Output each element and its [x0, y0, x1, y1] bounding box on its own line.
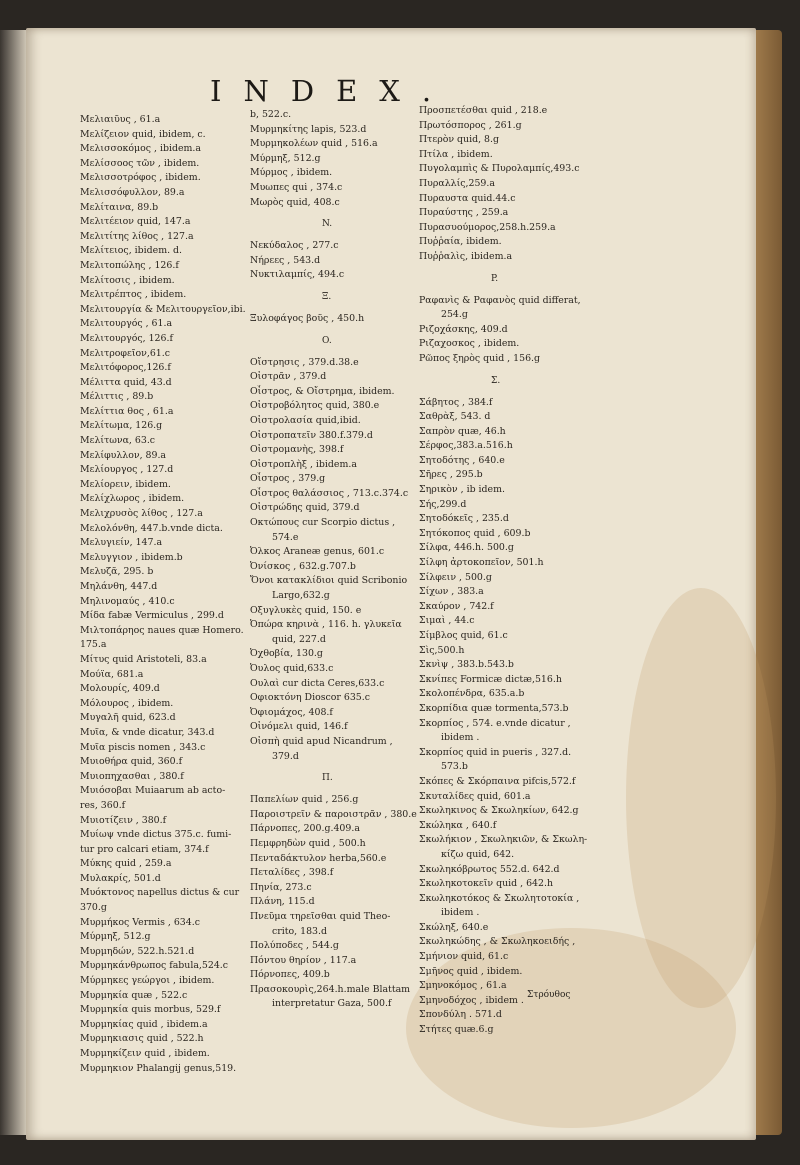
index-entry: Μυρμήκος Vermis , 634.c [80, 916, 200, 928]
index-entry: Μελίζειον quid, ibidem, c. [80, 128, 206, 140]
index-entry: Μελίτειος, ibidem. d. [80, 245, 183, 257]
index-entry: Οφιοκτόνη Dioscor 635.c [250, 692, 371, 704]
index-entry: Μελιτίτης λίθος , 127.a [80, 230, 194, 242]
index-entry: Μέλιττις , 89.b [80, 391, 154, 403]
index-entry: Πολύποδες , 544.g [250, 940, 339, 952]
index-entry: Οἰνόμελι quid, 146.f [250, 721, 348, 733]
index-entry: Μελολόνθη, 447.b.vnde dicta. [80, 522, 223, 534]
index-entry: Στήτες quæ.6.g [419, 1024, 494, 1036]
index-entry: Μελιτέειον quid, 147.a [80, 216, 191, 228]
index-entry: Μελίουργος , 127.d [80, 464, 174, 476]
index-entry: Μυιόσοβαι Muiaarum ab acto- [80, 785, 226, 797]
index-entry: Μελιτρέπτος , ibidem. [80, 289, 187, 301]
index-entry: Μυρμηκία quis morbus, 529.f [80, 1004, 221, 1016]
index-entry: Οἰστρολασία quid,ibid. [250, 414, 361, 426]
section-letter: Ξ. [322, 291, 332, 302]
index-entry: Μιλτοπάρηος naues quæ Homero. [80, 624, 244, 636]
index-entry: Μελίχλωρος , ibidem. [80, 493, 185, 505]
index-entry: Σκώληκα , 640.f [419, 819, 497, 831]
index-entry: Σητοδότης , 640.e [419, 454, 505, 466]
index-entry: Νυκτιλαμπίς, 494.c [250, 269, 345, 281]
left-page-edge [0, 30, 28, 1135]
index-entry: Ουλαὶ cur dicta Ceres,633.c [250, 677, 385, 689]
index-entry: crito, 183.d [272, 925, 327, 937]
index-entry: Μυρμηδών, 522.h.521.d [80, 945, 195, 957]
index-entry: Σκνὶψ , 383.b.543.b [419, 659, 514, 671]
index-entry: Σκορπίδια quæ tormenta,573.b [419, 702, 569, 714]
index-entry: Σκόπες & Σκόρπαινα pifcis,572.f [419, 775, 576, 787]
index-entry: Μελιχρυσὸς λίθος , 127.a [80, 508, 203, 520]
index-entry: Πεταλίδες , 398.f [250, 867, 334, 879]
index-entry: Μυρμηκολέων quid , 516.a [250, 138, 378, 150]
section-letter: Σ. [491, 375, 501, 386]
index-entry: Πενταδάκτυλον herba,560.e [250, 852, 387, 864]
index-entry: Σκωληκώδης , & Σκωληκοειδής , [419, 936, 576, 948]
index-entry: Μυρμηκία quæ , 522.c [80, 989, 188, 1001]
index-entry: Πυραυστα quid.44.c [419, 192, 516, 204]
index-entry: Πυραύστης , 259.a [419, 207, 509, 219]
index-entry: Πυραλλίς,259.a [419, 177, 495, 189]
index-entry: Οἰστροβόλητος quid, 380.e [250, 400, 380, 412]
index-entry: Πυῤῥαλὶς, ibidem.a [419, 250, 513, 262]
index-entry: Σκώληξ, 640.e [419, 921, 489, 933]
index-entry: Σής,299.d [419, 498, 467, 510]
index-entry: Μελιτόφορος,126.f [80, 362, 171, 374]
index-entry: Ρῶπος ξηρὸς quid , 156.g [419, 352, 541, 364]
index-entry: Μελίτωνα, 63.c [80, 435, 156, 447]
index-entry: ibidem . [441, 907, 480, 919]
index-entry: Μέλιττα quid, 43.d [80, 376, 172, 388]
index-entry: Μελίορειν, ibidem. [80, 478, 171, 490]
index-entry: Σκωληκοτόκος & Σκωλητοτοκία , [419, 892, 580, 904]
index-entry: 574.e [272, 531, 299, 543]
section-letter: P. [491, 273, 499, 284]
index-entry: Μηλάνθη, 447.d [80, 581, 158, 592]
index-entry: Μυιοτίζειν , 380.f [80, 814, 167, 826]
index-entry: Παπελίων quid , 256.g [250, 794, 359, 806]
index-entry: Μελιτροφεῖον,61.c [80, 347, 170, 359]
index-entry: 573.b [441, 761, 468, 773]
index-entry: 370.g [80, 902, 107, 914]
index-entry: Μυῖα piscis nomen , 343.c [80, 741, 206, 753]
index-entry: Προσπετέσθαι quid , 218.e [419, 105, 548, 116]
index-entry: Πνεῦμα τηρεῖσθαι quid Theo- [250, 910, 391, 922]
index-column-3 [419, 104, 587, 1038]
index-entry: Μελιτουργός, 126.f [80, 332, 173, 344]
index-entry: Μελισσοτρόφος , ibidem. [80, 172, 201, 184]
index-entry: Οἰστρομανὴς, 398.f [250, 444, 344, 456]
index-entry: Μελυζᾶ, 295. b [80, 566, 154, 578]
index-entry: Παροιστρεῖν & παροιστρᾶν , 380.e [250, 808, 417, 820]
index-entry: Σὶς,500.h [419, 644, 465, 656]
index-entry: Πηνία, 273.c [250, 881, 312, 893]
index-entry: Πάρνοπες, 200.g.409.a [250, 823, 360, 835]
index-entry: Οἰστροπλὴξ , ibidem.a [250, 458, 357, 470]
index-entry: Μυιοπηχασθαι , 380.f [80, 770, 184, 782]
index-entry: Μυγαλῆ quid, 623.d [80, 712, 176, 724]
section-letter: O. [322, 335, 332, 346]
index-entry: Πυρασυούμορος,258.h.259.a [419, 221, 556, 233]
catchword: Στρόυθος [527, 990, 571, 1000]
index-entry: 379.d [272, 750, 299, 762]
index-entry: res, 360.f [80, 799, 126, 811]
index-entry: Σκωληκινος & Σκωληκίων, 642.g [419, 805, 579, 817]
index-entry: Σίχων , 383.a [419, 586, 484, 598]
index-entry: Μελίτωμα, 126.g [80, 420, 163, 432]
index-entry: Μελυγγιον , ibidem.b [80, 551, 183, 563]
index-entry: Ριζοχάσκης, 409.d [419, 323, 508, 335]
index-entry: Μελισσοκόμος , ibidem.a [80, 143, 201, 155]
index-entry: Ὀχθοβία, 130.g [250, 648, 323, 660]
index-entry: Σαθρὰξ, 543. d [419, 411, 491, 423]
index-entry: Μωρὸς quid, 408.c [250, 196, 340, 208]
index-entry: Σητόκοπος quid , 609.b [419, 527, 531, 539]
index-entry: Μούϊα, 681.a [80, 668, 144, 680]
index-entry: quid, 227.d [272, 633, 326, 645]
index-entry: Σίμβλος quid, 61.c [419, 630, 508, 641]
index-entry: Μύρμος , ibidem. [250, 167, 333, 179]
index-entry: Οἶστρος , 379.g [250, 473, 326, 485]
index-entry: Ὀνίσκος , 632.g.707.b [250, 560, 356, 572]
index-entry: Μυρμηκίας quid , ibidem.a [80, 1018, 208, 1030]
index-entry: Σκορπίος quid in pueris , 327.d. [419, 746, 572, 758]
index-entry: Μυρμηκιασις quid , 522.h [80, 1033, 204, 1045]
index-entry: Ραφανὶς & Ραφανὸς quid differat, [419, 294, 581, 306]
index-entry: Πόρνοπες, 409.b [250, 969, 330, 981]
index-column-2 [250, 108, 417, 1012]
index-entry: Οἰστρώδης quid, 379.d [250, 502, 360, 514]
index-entry: Πλάνη, 115.d [250, 896, 315, 908]
index-entry: 254.g [441, 309, 468, 321]
index-entry: Σκαύρον , 742.f [419, 600, 494, 612]
index-entry: Μελίφυλλον, 89.a [80, 449, 167, 461]
index-entry: Σῆρες , 295.b [419, 469, 483, 481]
index-entry: Μελίτοσις , ibidem. [80, 274, 175, 286]
index-entry: Μυωπες qui , 374.c [250, 181, 343, 193]
index-entry: Μηλινομαύς , 410.c [80, 595, 175, 607]
index-entry: Μελισσόφυλλον, 89.a [80, 186, 185, 198]
index-entry: Σαπρὸν quæ, 46.h [419, 425, 506, 437]
index-column-1 [80, 113, 246, 1076]
index-entry: ibidem . [441, 732, 480, 744]
index-entry: Πυῤῥαία, ibidem. [419, 236, 502, 248]
index-entry: Ὀλκος Araneæ genus, 601.c [250, 546, 385, 558]
index-entry: Σίλφα, 446.h. 500.g [419, 542, 514, 554]
index-entry: 175.a [80, 639, 107, 651]
index-entry: Πρασοκουρὶς,264.h.male Blattam [250, 983, 411, 995]
index-entry: Μίδα fabæ Vermiculus , 299.d [80, 610, 224, 622]
index-entry: b, 522.c. [250, 109, 292, 120]
index-entry: Μελιτουργός , 61.a [80, 318, 173, 330]
index-entry: Νήρεες , 543.d [250, 254, 321, 266]
index-entry: Μυίωψ vnde dictus 375.c. fumi- [80, 829, 232, 841]
index-entry: Μυρμηκίζειν quid , ibidem. [80, 1048, 210, 1059]
index-entry: Σκωλήκιον , Σκωληκιῶν, & Σκωλη- [419, 834, 588, 846]
index-entry: Ξυλοφάγος βοῦς , 450.h [250, 312, 365, 324]
index-entry: Οκτώπους cur Scorpio dictus , [250, 517, 396, 529]
index-entry: Πεμφρηδὼν quid , 500.h [250, 837, 366, 849]
index-entry: Νεκύδαλος , 277.c [250, 240, 339, 252]
index-entry: Μελυγιείν, 147.a [80, 537, 163, 549]
index-entry: Σίλφη ἀρτοκοπεῖον, 501.h [419, 557, 544, 569]
section-letter: Π. [322, 773, 333, 784]
index-entry: Ὀπώρα κηρινὰ , 116. h. γλυκεῖα [250, 619, 402, 631]
index-entry: Οἶστρος, & Οἴστρημα, ibidem. [250, 385, 395, 397]
index-entry: Μύρμηξ, 512.g [80, 931, 151, 943]
index-entry: Σάβητος , 384.f [419, 396, 493, 408]
index-entry: Μύρμηκες γεώργοι , ibidem. [80, 975, 215, 987]
index-entry: Ὀυλος quid,633.c [250, 663, 334, 674]
index-entry: Σμηνοκόμος , 61.a [419, 980, 507, 992]
index-entry: Σέρφος,383.a.516.h [419, 440, 513, 452]
index-entry: Οἰστρᾶν , 379.d [250, 371, 327, 383]
index-entry: Ὀφιομάχος, 408.f [250, 706, 333, 718]
index-entry: Σκυταλίδες quid, 601.a [419, 790, 531, 802]
index-entry: Σηρικὸν , ib idem. [419, 484, 505, 496]
index-entry: Μυόκτονος napellus dictus & cur [80, 887, 240, 899]
index-entry: tur pro calcari etiam, 374.f [80, 843, 209, 855]
index-entry: interpretatur Gaza, 500.f [272, 998, 392, 1010]
index-entry: Πτερὸν quid, 8.g [419, 134, 499, 146]
index-entry: Μελίταινα, 89.b [80, 201, 159, 213]
index-entry: Σκωληκόβρωτος 552.d. 642.d [419, 863, 560, 875]
index-entry: Πυγολαμπὶς & Πυρολαμπίς,493.c [419, 163, 580, 175]
index-entry: Σμηνοδόχος , ibidem . [419, 994, 524, 1006]
index-entry: Μελιτοπώλης , 126.f [80, 259, 179, 271]
index-entry: Μελίττια θος , 61.a [80, 405, 174, 417]
index-entry: Μελιτουργία & Μελιτουργεῖον,ibi. [80, 303, 246, 315]
index-entry: Μίτυς quid Aristoteli, 83.a [80, 653, 207, 665]
index-entry: Μυλακρίς, 501.d [80, 872, 161, 884]
index-entry: Πρωτόσπορος , 261.g [419, 119, 522, 131]
page-title: INDEX. [210, 74, 454, 108]
index-entry: Σμῆνος quid , ibidem. [419, 965, 523, 977]
index-entry: Πόντου θηρίον , 117.a [250, 954, 357, 966]
index-entry: Σκωληκοτοκεῖν quid , 642.h [419, 878, 553, 890]
index-entry: Μολουρίς, 409.d [80, 683, 160, 695]
index-entry: Largo,632.g [272, 590, 330, 602]
index-entry: Μελιαιῦυς , 61.a [80, 114, 161, 125]
index-entry: Μυρμηκίτης lapis, 523.d [250, 123, 367, 135]
index-entry: Οἰσπὴ quid apud Nicandrum , [250, 735, 393, 747]
index-entry: Σιμαὶ , 44.c [419, 615, 475, 627]
index-entry: Μυρμηκάνθρωπος fabula,524.c [80, 960, 229, 972]
index-entry: Οἰστροπατεῖν 380.f.379.d [250, 429, 373, 441]
index-entry: Σητοδόκεῖς , 235.d [419, 513, 509, 525]
index-entry: Σμήνιον quid, 61.c [419, 951, 509, 963]
index-entry: Σκορπίος , 574. e.vnde dicatur , [419, 717, 571, 729]
index-entry: κίζω quid, 642. [441, 848, 515, 860]
index-entry: Μόλουρος , ibidem. [80, 697, 174, 709]
index-entry: Μελίσσοος τῶν , ibidem. [80, 157, 200, 169]
index-entry: Σίλφειν , 500.g [419, 571, 492, 583]
index-entry: Οἴστρησις , 379.d.38.e [250, 356, 359, 368]
index-entry: Μύρμηξ, 512.g [250, 152, 321, 164]
index-entry: Μυῖα, & vnde dicatur, 343.d [80, 726, 215, 738]
index-entry: Μυιοθήρα quid, 360.f [80, 756, 183, 768]
index-entry: Μυρμηκιον Phalangij genus,519. [80, 1062, 237, 1074]
index-entry: Οἶστρος θαλάσσιος , 713.c.374.c [250, 487, 409, 499]
index-entry: Ριζαχοσκος , ibidem. [419, 338, 520, 350]
index-entry: Μύκης quid , 259.a [80, 858, 172, 870]
index-entry: Σπονδύλη . 571.d [419, 1009, 502, 1021]
index-entry: Οξυγλυκὲς quid, 150. e [250, 604, 362, 616]
index-entry: Σκολοπένδρα, 635.a.b [419, 688, 525, 700]
index-entry: Πτίλα , ibidem. [419, 148, 493, 160]
index-entry: Σκνίπες Formicæ dictæ,516.h [419, 673, 562, 685]
index-entry: Ὄνοι κατακλίδιοι quid Scribonio [250, 575, 408, 587]
section-letter: N. [322, 219, 333, 230]
